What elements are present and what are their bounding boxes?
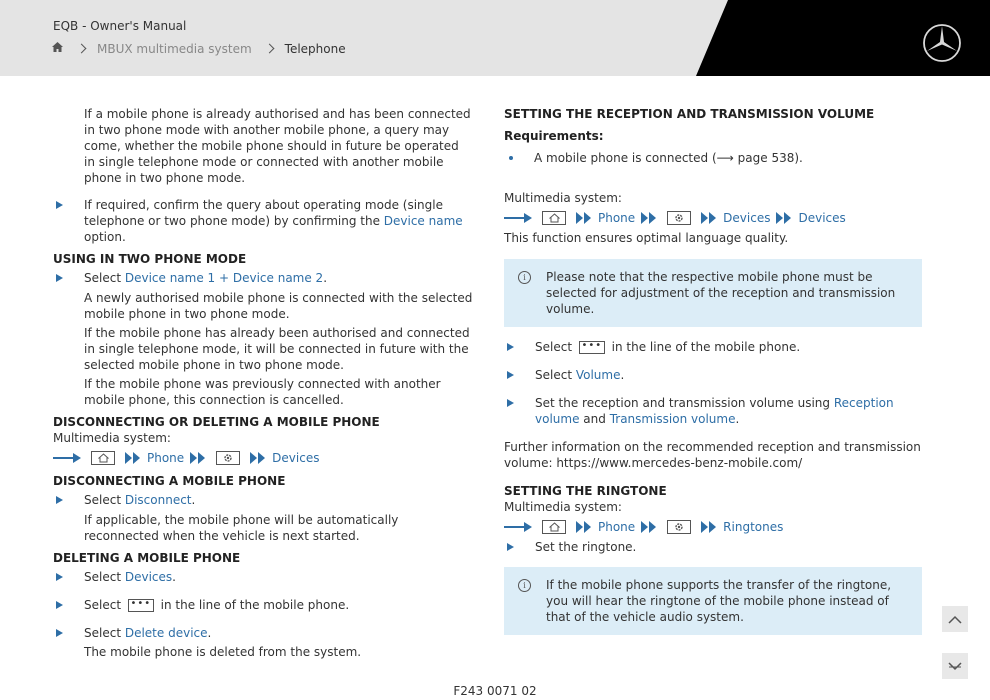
device-name-link[interactable]: Device name [383,214,463,228]
list-item: Select Volume. [504,367,922,383]
info-icon: i [518,271,531,284]
nav-devices-2[interactable]: Devices [798,211,846,225]
header-black-panel [0,0,990,76]
doc-title: EQB - Owner's Manual [53,19,187,33]
device-name-1-2-link[interactable]: Device name 1 + Device name 2 [124,271,324,285]
settings-icon[interactable] [216,451,240,465]
list-item: Select Disconnect. [53,492,473,508]
left-column [53,106,473,660]
nav-start-arrow-icon [504,521,534,533]
bullet-arrow-icon [56,201,63,209]
nav-devices[interactable]: Devices [723,211,771,225]
settings-icon[interactable] [667,520,691,534]
heading-disconnect-delete: DISCONNECTING OR DELETING A MOBILE PHONE [53,415,380,429]
breadcrumb [51,41,346,56]
paragraph-newly: A newly authorised mobile phone is connected with the selected mobile phone in two phone mode. [84,291,473,321]
double-arrow-icon [576,212,592,224]
paragraph-query: If a mobile phone is already authorised and has been connected in two phone mode with another mobile phone, a query may come, whether the mobile phone should in future be operated in single telephone mode or connected with another mobile phone in two phone mode. [84,107,471,185]
bullet-arrow-icon [507,343,514,351]
nav-devices[interactable]: Devices [272,451,320,465]
heading-two-phone: USING IN TWO PHONE MODE [53,252,247,266]
multimedia-system-label: Multimedia system: [504,500,622,514]
bullet-arrow-icon [56,274,63,282]
requirements-label: Requirements: [504,129,604,143]
footer-code: F243 0071 02 [453,684,537,698]
header [0,0,990,76]
bullet-arrow-icon [56,601,63,609]
more-options-icon[interactable]: ••• [128,599,154,612]
home-icon[interactable] [51,41,64,56]
settings-icon[interactable] [667,211,691,225]
breadcrumb-telephone: Telephone [284,41,346,56]
paragraph-deleted: The mobile phone is deleted from the system. [84,645,362,659]
nav-start-arrow-icon [504,212,534,224]
list-item: Select ••• in the line of the mobile phone. [504,339,922,355]
info-box: i Please note that the respective mobile phone must be selected for adjustment of the reception and transmission volume. [504,259,922,327]
list-item: Set the reception and transmission volume using Reception volume and Transmission volume. [504,395,922,427]
nav-path [504,209,922,227]
bullet-arrow-icon [56,573,63,581]
heading-delete: DELETING A MOBILE PHONE [53,551,241,565]
double-arrow-icon [776,212,792,224]
heading-ringtone: SETTING THE RINGTONE [504,484,667,498]
paragraph-reconnect: If applicable, the mobile phone will be automatically reconnected when the vehicle is next started. [84,513,399,543]
list-item: Select Device name 1 + Device name 2. [53,270,473,286]
nav-phone[interactable]: Phone [598,211,636,225]
devices-link[interactable]: Devices [124,570,173,584]
reception-volume-link[interactable]: Reception volume [535,396,894,426]
bullet-arrow-icon [56,496,63,504]
heading-disconnect: DISCONNECTING A MOBILE PHONE [53,474,286,488]
chevron-up-icon [948,615,962,624]
home-icon[interactable] [91,451,115,465]
list-item: Select Devices. [53,569,473,585]
info-icon: i [518,579,531,592]
bullet-arrow-icon [507,543,514,551]
nav-ringtones[interactable]: Ringtones [723,520,784,534]
nav-start-arrow-icon [53,452,83,464]
double-arrow-icon [701,212,717,224]
paragraph-further: Further information on the recommended reception and transmission volume: https://www.mercedes-benz-mobile.com/ [504,440,921,470]
list-item: If required, confirm the query about operating mode (single telephone or two phone mode) by confirming the Device name option. [53,197,473,245]
double-arrow-icon [190,452,206,464]
feedback-icon [948,660,962,672]
double-arrow-icon [641,212,657,224]
list-item: Set the ringtone. [504,539,922,555]
multimedia-system-label: Multimedia system: [504,191,622,205]
feedback-button[interactable] [942,653,968,679]
nav-phone[interactable]: Phone [147,451,185,465]
nav-path [53,449,473,467]
home-icon[interactable] [542,520,566,534]
double-arrow-icon [576,521,592,533]
nav-phone[interactable]: Phone [598,520,636,534]
disconnect-link[interactable]: Disconnect [124,493,192,507]
breadcrumb-mbux[interactable]: MBUX multimedia system [97,41,252,56]
chevron-right-icon [264,44,274,54]
bullet-arrow-icon [507,371,514,379]
chevron-right-icon [77,44,87,54]
double-arrow-icon [125,452,141,464]
scroll-up-button[interactable] [942,606,968,632]
list-item: Select ••• in the line of the mobile phone. [53,597,473,613]
list-item: Select Delete device. [53,625,473,641]
double-arrow-icon [701,521,717,533]
volume-link[interactable]: Volume [575,368,621,382]
home-icon[interactable] [542,211,566,225]
transmission-volume-link[interactable]: Transmission volume [609,412,736,426]
info-box: i If the mobile phone supports the transfer of the ringtone, you will hear the ringtone of the mobile phone instead of that of the vehicle audio system. [504,567,922,635]
more-options-icon[interactable]: ••• [579,341,605,354]
heading-volume: SETTING THE RECEPTION AND TRANSMISSION VOLUME [504,107,875,121]
paragraph-already: If the mobile phone has already been authorised and connected in single telephone mode, it will be connected in future with the selected mobile phone in two phone mode. [84,326,470,372]
bullet-arrow-icon [56,629,63,637]
paragraph-previously: If the mobile phone was previously connected with another mobile phone, this connection is cancelled. [84,377,441,407]
nav-path [504,518,922,536]
double-arrow-icon [641,521,657,533]
delete-device-link[interactable]: Delete device [124,626,208,640]
bullet-arrow-icon [507,399,514,407]
mercedes-star-logo[interactable] [922,23,962,67]
double-arrow-icon [250,452,266,464]
paragraph-function: This function ensures optimal language quality. [504,231,789,245]
bullet-dot-icon [509,156,513,160]
right-column [504,106,922,635]
multimedia-system-label: Multimedia system: [53,431,171,445]
list-item: A mobile phone is connected (⟶ page 538). [504,150,922,166]
